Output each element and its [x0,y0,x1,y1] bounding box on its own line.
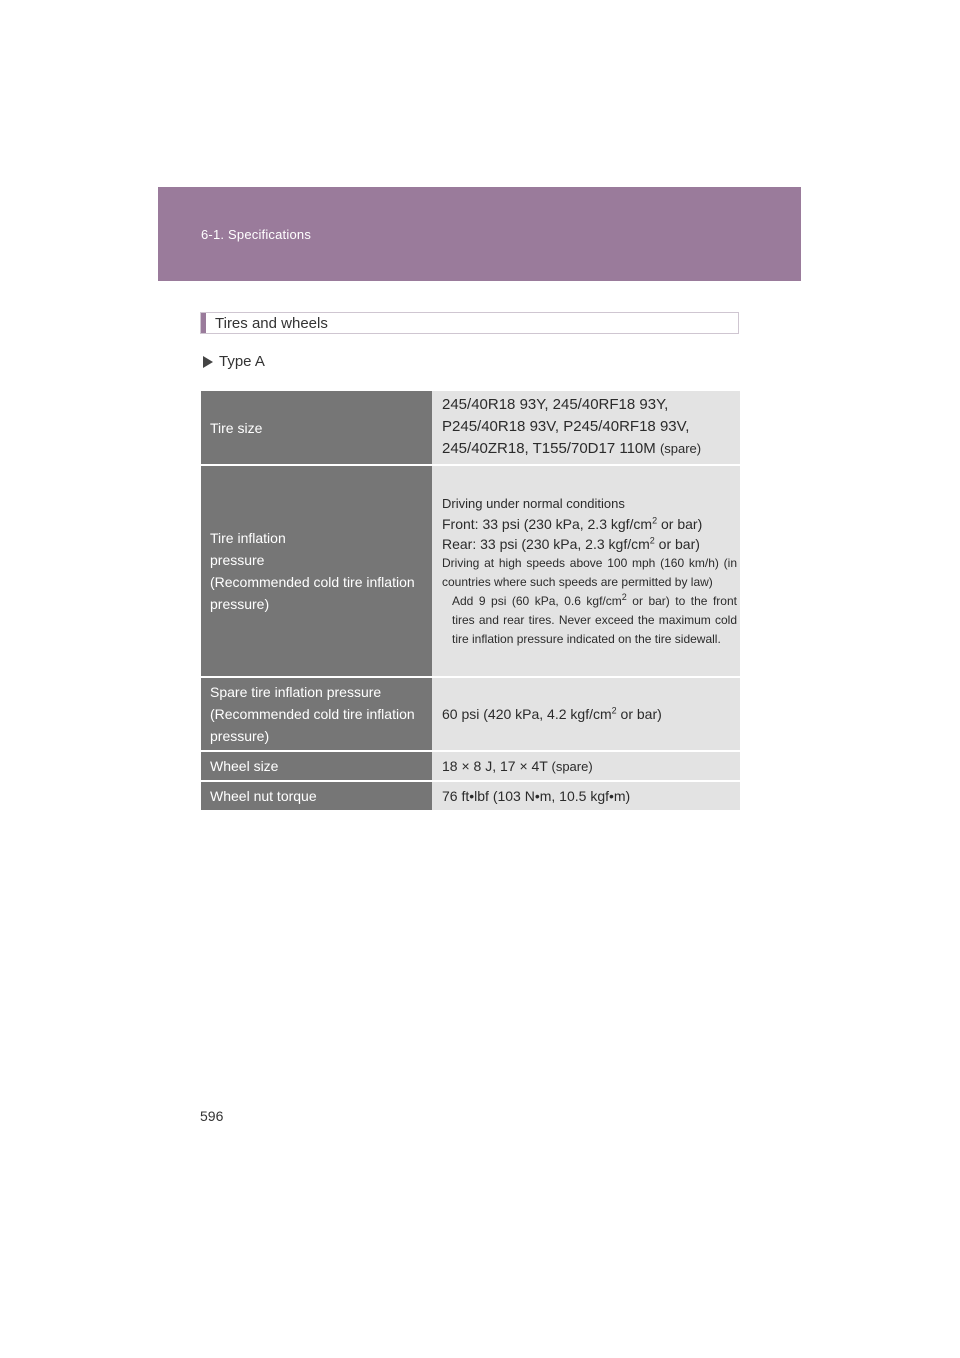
rear-pressure [442,534,737,554]
section-title-box [200,312,739,334]
tire-inflation-label-line-4: pressure) [210,596,270,612]
wheel-size-spare-note: (spare) [551,759,593,774]
high-speed-text: Add 9 psi (60 kPa, 0.6 kgf/cm [452,593,622,608]
section-title: Tires and wheels [215,315,328,332]
normal-conditions-heading: Driving under normal conditions [442,495,625,511]
specifications-table [201,391,740,812]
section-title-accent-bar [201,313,206,333]
type-label: Type A [219,353,265,370]
front-pressure-tail: or bar) [657,515,703,532]
table-row-tire-inflation [201,465,740,677]
rear-pressure-tail: or bar) [654,535,700,552]
high-speed-tail: or bar) to the front tires and rear tires. Never exceed the maximum cold tire inflation pressure indicated on the tire sidewall. [452,593,737,646]
high-speed-heading: Driving at high speeds above 100 mph (160 km/h) (in countries where such speeds are permitted by law) [442,555,737,589]
wheel-size-value [432,751,740,781]
front-pressure-text: Front: 33 psi (230 kPa, 2.3 kgf/cm [442,515,653,532]
spare-inflation-label-line-3: pressure) [210,728,270,744]
tire-size-line-1: 245/40R18 93Y, 245/40RF18 93Y, [442,395,669,413]
tire-inflation-label-line-1: Tire inflation [210,530,286,546]
triangle-bullet-icon [203,356,213,368]
table-row-spare-inflation [201,677,740,751]
page-number: 596 [200,1108,224,1124]
front-pressure-sup: 2 [652,514,658,525]
tire-size-label: Tire size [201,391,432,465]
wheel-size-label: Wheel size [201,751,432,781]
tire-inflation-label-line-2: pressure [210,552,265,568]
spare-inflation-value [432,677,740,751]
table-row-wheel-nut-torque [201,781,740,811]
chapter-header-band [158,187,801,281]
table-row-tire-size [201,391,740,465]
tire-inflation-value [432,465,740,677]
type-heading [203,353,265,370]
tire-inflation-label [201,465,432,677]
wheel-size-text: 18 × 8 J, 17 × 4T [442,758,548,774]
tire-size-line-3 [442,438,737,460]
chapter-header-label: 6-1. Specifications [201,227,312,242]
spare-pressure-text: 60 psi (420 kPa, 4.2 kgf/cm [442,706,612,722]
table-row-wheel-size [201,751,740,781]
rear-pressure-sup: 2 [649,534,655,545]
high-speed-sup: 2 [621,591,627,602]
tire-size-spare-note: (spare) [659,440,702,456]
high-speed-instruction [442,592,737,649]
spare-inflation-label [201,677,432,751]
spare-pressure-sup: 2 [611,705,617,716]
wheel-nut-torque-value: 76 ft•lbf (103 N•m, 10.5 kgf•m) [432,781,740,811]
tire-inflation-label-line-3: (Recommended cold tire inflation [210,574,415,590]
spare-inflation-label-line-2: (Recommended cold tire inflation [210,706,415,722]
tire-size-value [432,391,740,465]
wheel-nut-torque-label: Wheel nut torque [201,781,432,811]
tire-size-line-2: P245/40R18 93V, P245/40RF18 93V, [442,417,690,435]
rear-pressure-text: Rear: 33 psi (230 kPa, 2.3 kgf/cm [442,535,650,552]
spare-inflation-label-line-1: Spare tire inflation pressure [210,684,382,700]
front-pressure [442,514,737,534]
tire-size-line-3-main: 245/40ZR18, T155/70D17 110M [442,439,656,457]
spare-pressure-tail: or bar) [616,706,662,722]
